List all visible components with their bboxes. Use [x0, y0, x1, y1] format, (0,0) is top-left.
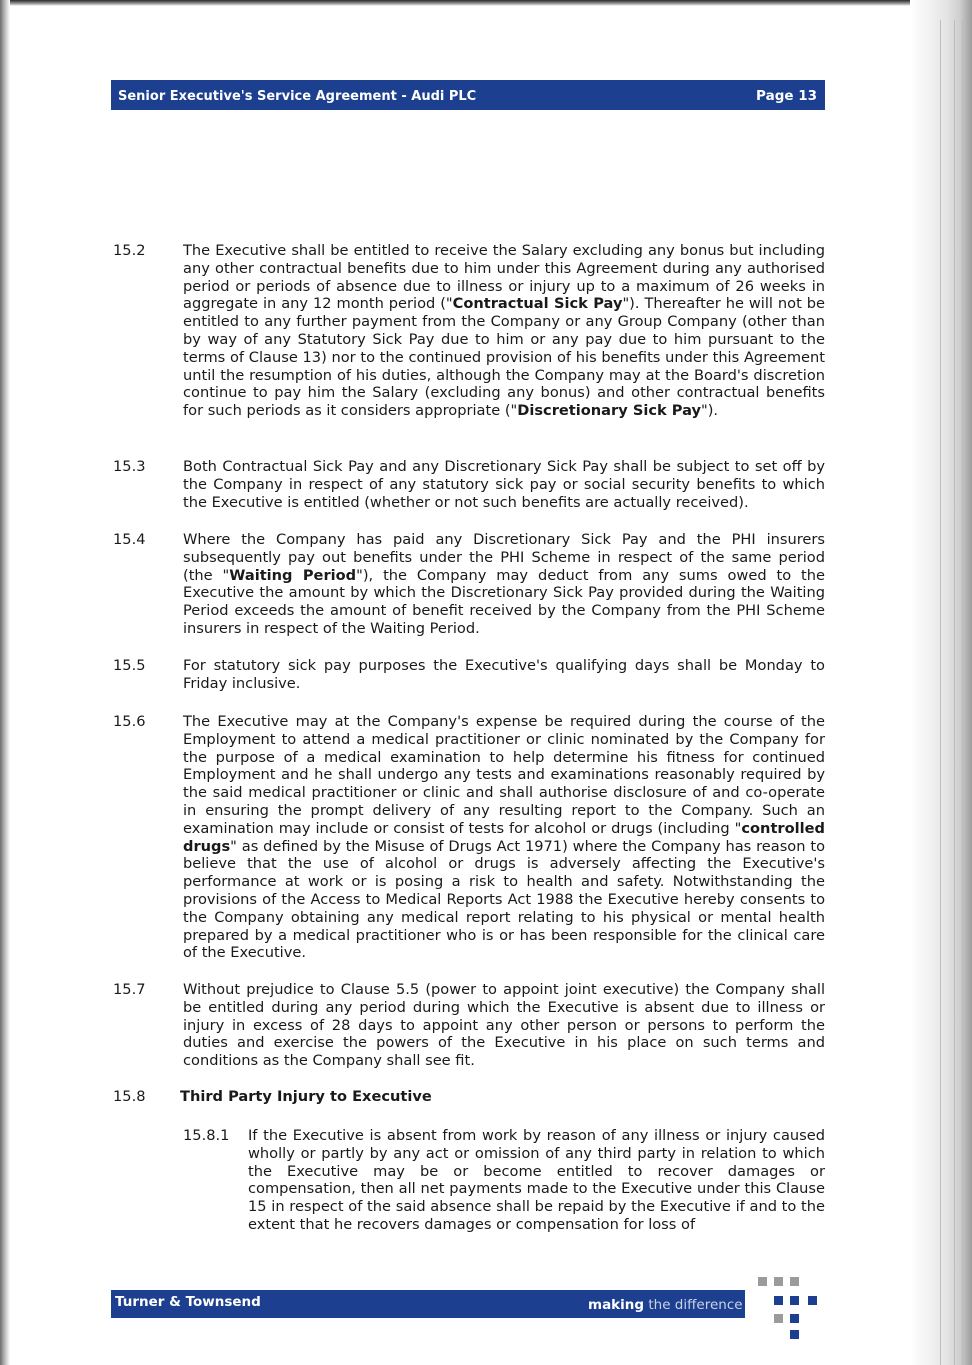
- clause-heading: Third Party Injury to Executive: [180, 1088, 432, 1105]
- clause-text-run: "). Thereafter he will not be entitled to any further payment from the Company or any Group Company (other than by way of any Statutory Sick Pay due to him or any pay due to him pursuant to the terms of Clause 13) nor to the continued provision of his benefits under this Agreement until the resumption of his duties, although the Company may at the Board's discretion continue to pay him the Salary (excluding any bonus) and other contractual benefits for such periods as it considers appropriate (": [183, 295, 825, 420]
- logo-square: [790, 1277, 799, 1286]
- tagline-strong: making: [588, 1297, 645, 1313]
- page-header: [111, 80, 825, 110]
- page-number: Page 13: [756, 88, 817, 104]
- clause-number: 15.5: [113, 657, 146, 674]
- brand-logo-icon: [752, 1274, 824, 1344]
- clause-text: [183, 981, 825, 1070]
- clause-text-run: Where the Company has paid any Discretionary Sick Pay and the PHI insurers subsequently pay out benefits under the PHI Scheme in respect of the same period (the ": [183, 531, 825, 584]
- logo-square: [774, 1314, 783, 1323]
- clause-number: 15.4: [113, 531, 146, 548]
- logo-square: [774, 1296, 783, 1305]
- clause-text-run: " as defined by the Misuse of Drugs Act 1971) where the Company has reason to believe that the use of alcohol or drugs is adversely affecting the Executive's performance at work or is posing a risk to health and safety. Notwithstanding the provisions of the Access to Medical Reports Act 1988 the Executive hereby consents to the Company obtaining any medical report relating to his physical or mental health prepared by a medical practitioner who is or has been responsible for the clinical care of the Executive.: [183, 837, 825, 962]
- clause-text-run: Both Contractual Sick Pay and any Discretionary Sick Pay shall be subject to set off by the Company in respect of any statutory sick pay or social security benefits to which the Executive is entitled (whether or not such benefits are actually received).: [183, 458, 825, 511]
- clause-15-4: [113, 531, 825, 638]
- subclause-text: If the Executive is absent from work by reason of any illness or injury caused wholly or partly by any act or omission of any third party in relation to which the Executive may be or become entitled to recover damages or compensation, then all net payments made to the Executive under this Clause 15 in respect of the said absence shall be repaid by the Executive if and to the extent that he recovers damages or compensation for loss of: [248, 1127, 825, 1233]
- clause-15-3: [113, 458, 825, 511]
- clause-text: [183, 713, 825, 962]
- clause-text-run: ").: [700, 402, 719, 420]
- tagline-rest: the difference: [644, 1297, 743, 1313]
- subclause-number: 15.8.1: [183, 1127, 230, 1144]
- clause-text: [183, 657, 825, 693]
- clause-text: [183, 531, 825, 638]
- defined-term: Waiting Period: [229, 566, 357, 584]
- clause-text-run: The Executive may at the Company's expense be required during the course of the Employment to attend a medical practitioner or clinic nominated by the Company for the purpose of a medical examination to help determine his fitness for continued Employment and he shall undergo any tests and examinations reasonably required by the said medical practitioner or clinic and shall authorise disclosure of and co-operate in ensuring the prompt delivery of any resulting report to the Company. Such an examination may include or consist of tests for alcohol or drugs (including ": [183, 713, 825, 837]
- scan-binding-shadow: [910, 0, 972, 1365]
- clause-15-8: [113, 1088, 825, 1106]
- clause-text-run: Without prejudice to Clause 5.5 (power to appoint joint executive) the Company shall be entitled during any period during which the Executive is absent due to illness or injury in excess of 28 days to appoint any other person or persons to perform the duties and exercise the powers of the Executive in his place on such terms and conditions as the Company shall see fit.: [183, 981, 825, 1070]
- clause-15-8-1: [183, 1127, 825, 1234]
- document-title: Senior Executive's Service Agreement - Audi PLC: [118, 88, 477, 104]
- defined-term: Discretionary Sick Pay: [517, 402, 701, 420]
- logo-square: [790, 1314, 799, 1323]
- scan-edge-left: [0, 0, 10, 1365]
- clause-15-5: [113, 657, 825, 693]
- logo-square: [808, 1296, 817, 1305]
- clause-text-run: For statutory sick pay purposes the Executive's qualifying days shall be Monday to Friday inclusive.: [183, 657, 825, 692]
- clause-text: [183, 242, 825, 420]
- logo-square: [774, 1277, 783, 1286]
- defined-term: Contractual Sick Pay: [452, 295, 623, 313]
- clause-text-run: The Executive shall be entitled to receive the Salary excluding any bonus but including any other contractual benefits due to him under this Agreement during any authorised period or periods of absence due to illness or injury up to a maximum of 26 weeks in aggregate in any 12 month period (": [183, 242, 825, 313]
- scan-edge-top: [0, 0, 972, 6]
- clause-number: 15.8: [113, 1088, 146, 1105]
- clause-number: 15.2: [113, 242, 146, 259]
- clause-number: 15.3: [113, 458, 146, 475]
- clause-15-7: [113, 981, 825, 1070]
- clause-text: [183, 458, 825, 511]
- firm-name: Turner & Townsend: [115, 1294, 261, 1310]
- clause-number: 15.6: [113, 713, 146, 730]
- logo-square: [758, 1277, 767, 1286]
- clause-15-6: [113, 713, 825, 962]
- clause-text-run: "), the Company may deduct from any sums owed to the Executive the amount by which the Discretionary Sick Pay provided during the Waiting Period exceeds the amount of benefit received by the Company from the PHI Scheme insurers in respect of the Waiting Period.: [183, 566, 826, 637]
- defined-term: controlled drugs: [183, 819, 825, 855]
- clause-15-2: [113, 242, 825, 420]
- footer-tagline: [580, 1294, 745, 1318]
- clause-number: 15.7: [113, 981, 146, 998]
- logo-square: [790, 1330, 799, 1339]
- logo-square: [790, 1296, 799, 1305]
